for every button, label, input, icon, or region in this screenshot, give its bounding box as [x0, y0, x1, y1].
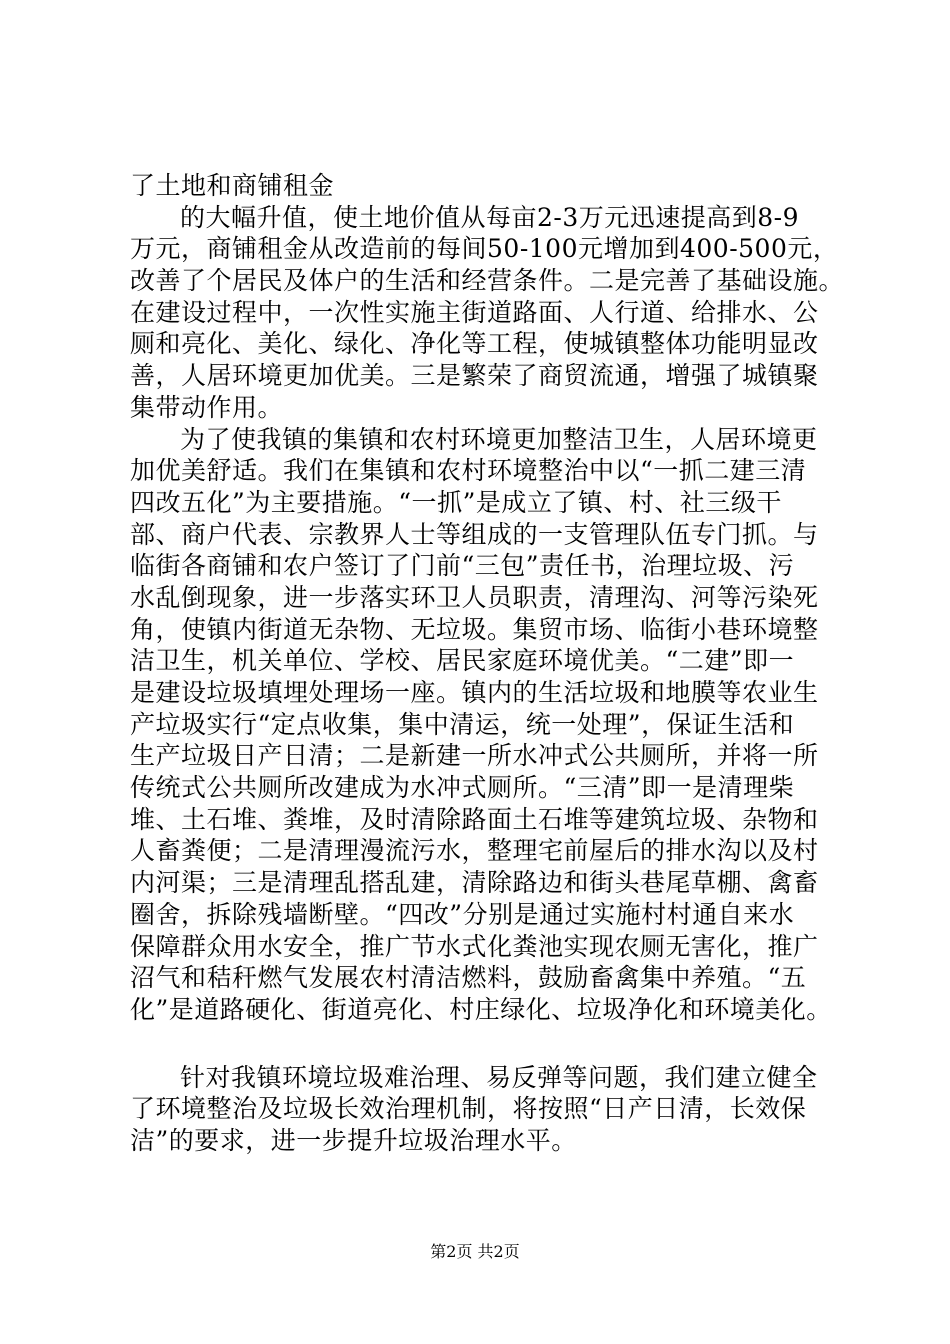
paragraph-line: 内河渠；三是清理乱搭乱建，清除路边和街头巷尾草棚、禽畜: [130, 868, 819, 898]
paragraph-line: 洁卫生，机关单位、学校、居民家庭环境优美。“二建”即一: [130, 646, 795, 676]
paragraph-line: 了环境整治及垃圾长效治理机制，将按照“日产日清，长效保: [130, 1094, 807, 1124]
paragraph-line: 人畜粪便；二是清理漫流污水，整理宅前屋后的排水沟以及村: [130, 836, 819, 866]
paragraph-line: 四改五化”为主要措施。“一抓”是成立了镇、村、社三级干: [130, 487, 782, 517]
document-body: [130, 170, 850, 1157]
paragraph-line: 的大幅升值，使土地价值从每亩2-3万元迅速提高到8-9: [180, 202, 800, 232]
paragraph-line: 化”是道路硬化、街道亮化、村庄绿化、垃圾净化和环境美化。: [130, 994, 832, 1024]
paragraph-line: 厕和亮化、美化、绿化、净化等工程，使城镇整体功能明显改: [130, 329, 819, 359]
paragraph-line: 在建设过程中，一次性实施主街道路面、人行道、给排水、公: [130, 297, 819, 327]
paragraph-line: 了土地和商铺租金: [130, 171, 335, 200]
paragraph-line: 洁”的要求，进一步提升垃圾治理水平。: [130, 1125, 577, 1155]
paragraph-line: 传统式公共厕所改建成为水冲式厕所。“三清”即一是清理柴: [130, 773, 795, 803]
paragraph-line: 临街各商铺和农户签订了门前“三包”责任书，治理垃圾、污: [130, 551, 795, 581]
paragraph-line: 加优美舒适。我们在集镇和农村环境整治中以“一抓二建三清: [130, 456, 807, 486]
paragraph-line: 沼气和秸秆燃气发展农村清洁燃料，鼓励畜禽集中养殖。“五: [130, 963, 807, 993]
page-footer: 第2页 共2页: [430, 1242, 520, 1261]
paragraph-line: 是建设垃圾填埋处理场一座。镇内的生活垃圾和地膜等农业生: [130, 678, 819, 707]
paragraph-line: 角，使镇内街道无杂物、无垃圾。集贸市场、临街小巷环境整: [130, 614, 819, 644]
paragraph-spacer: [130, 1026, 850, 1062]
paragraph-line: 圈舍，拆除残墙断壁。“四改”分别是通过实施村村通自来水: [130, 899, 795, 929]
paragraph-line: 产垃圾实行“定点收集，集中清运，统一处理”，保证生活和: [130, 709, 795, 739]
paragraph-line: 改善了个居民及体户的生活和经营条件。二是完善了基础设施。: [130, 266, 845, 296]
paragraph-line: 善，人居环境更加优美。三是繁荣了商贸流通，增强了城镇聚: [130, 361, 819, 391]
paragraph-line: 保障群众用水安全，推广节水式化粪池实现农厕无害化，推广: [130, 931, 819, 961]
paragraph-line: 为了使我镇的集镇和农村环境更加整洁卫生，人居环境更: [180, 424, 818, 454]
paragraph-line: 万元，商铺租金从改造前的每间50-100元增加到400-500元，: [130, 234, 839, 264]
paragraph-line: 水乱倒现象，进一步落实环卫人员职责，清理沟、河等污染死: [130, 582, 819, 612]
paragraph-line: 集带动作用。: [130, 392, 284, 422]
paragraph-line: 部、商户代表、宗教界人士等组成的一支管理队伍专门抓。与: [130, 519, 819, 549]
paragraph-line: 堆、土石堆、粪堆，及时清除路面土石堆等建筑垃圾、杂物和: [130, 804, 819, 834]
paragraph-line: 生产垃圾日产日清；二是新建一所水冲式公共厕所，并将一所: [130, 741, 819, 771]
paragraph-line: 针对我镇环境垃圾难治理、易反弹等问题，我们建立健全: [180, 1062, 818, 1092]
